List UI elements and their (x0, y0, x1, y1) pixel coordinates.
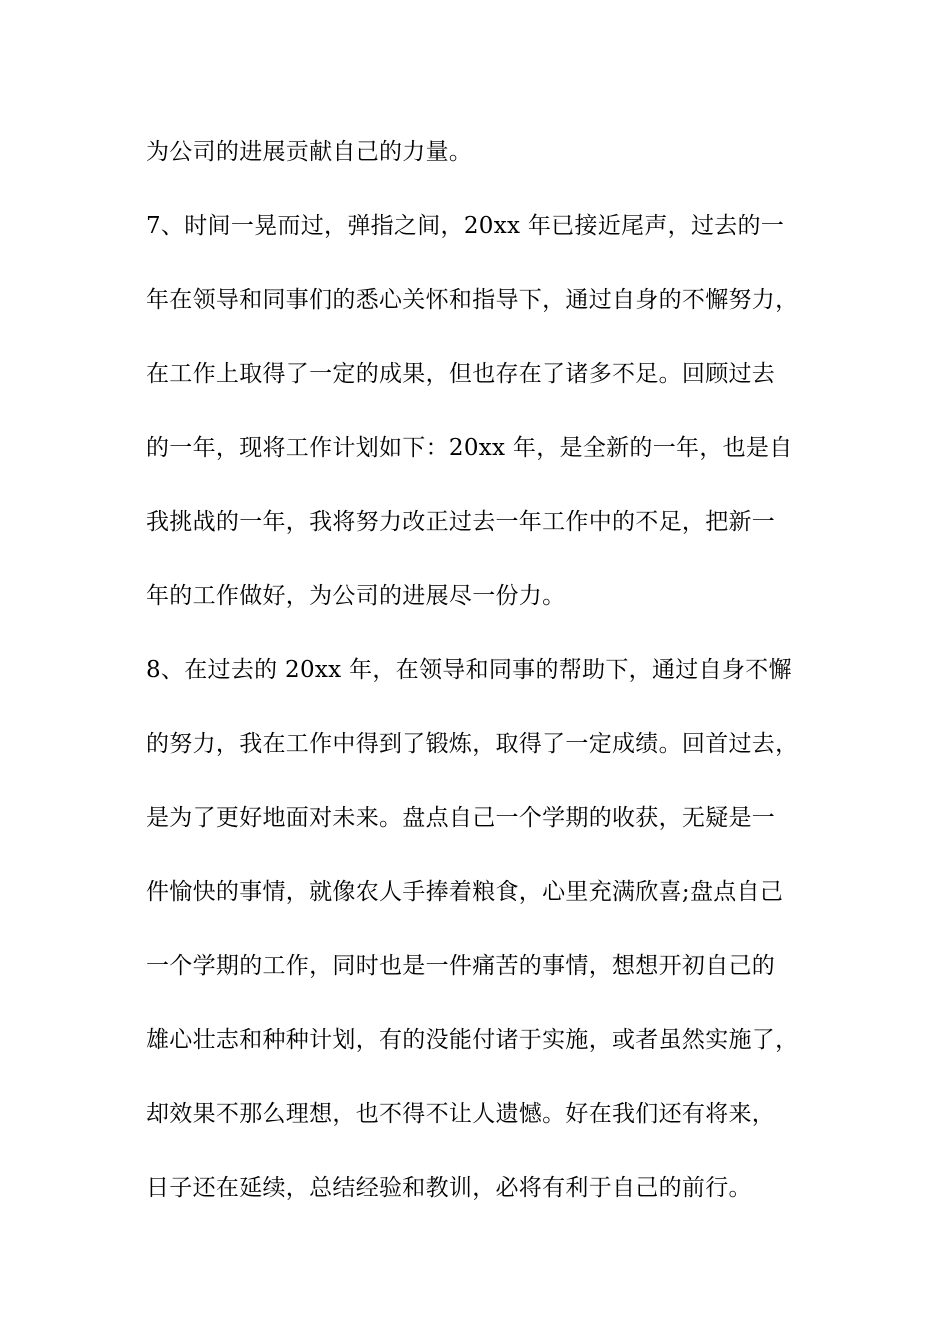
text-line: 在工作上取得了一定的成果，但也存在了诸多不足。回顾过去 (146, 361, 776, 387)
text-line: 的努力，我在工作中得到了锻炼，取得了一定成绩。回首过去， (146, 731, 799, 757)
document-body (146, 128, 836, 1238)
text-line: 7、时间一晃而过，弹指之间，20xx 年已接近尾声，过去的一 (146, 213, 785, 239)
text-line: 年的工作做好，为公司的进展尽一份力。 (146, 583, 566, 609)
text-line: 8、在过去的 20xx 年，在领导和同事的帮助下，通过自身不懈 (146, 657, 792, 683)
text-line: 为公司的进展贡献自己的力量。 (146, 139, 473, 165)
text-line: 日子还在延续，总结经验和教训，必将有利于自己的前行。 (146, 1175, 752, 1201)
text-line: 一个学期的工作，同时也是一件痛苦的事情，想想开初自己的 (146, 953, 776, 979)
text-line: 年在领导和同事们的悉心关怀和指导下，通过自身的不懈努力， (146, 287, 799, 313)
text-line: 件愉快的事情，就像农人手捧着粮食，心里充满欣喜;盘点自己 (146, 879, 784, 905)
text-line: 却效果不那么理想，也不得不让人遗憾。好在我们还有将来， (146, 1101, 776, 1127)
text-line: 雄心壮志和种种计划，有的没能付诸于实施，或者虽然实施了， (146, 1027, 799, 1053)
text-line: 的一年，现将工作计划如下：20xx 年，是全新的一年，也是自 (146, 435, 793, 461)
text-line: 我挑战的一年，我将努力改正过去一年工作中的不足，把新一 (146, 509, 776, 535)
text-line: 是为了更好地面对未来。盘点自己一个学期的收获，无疑是一 (146, 805, 776, 831)
